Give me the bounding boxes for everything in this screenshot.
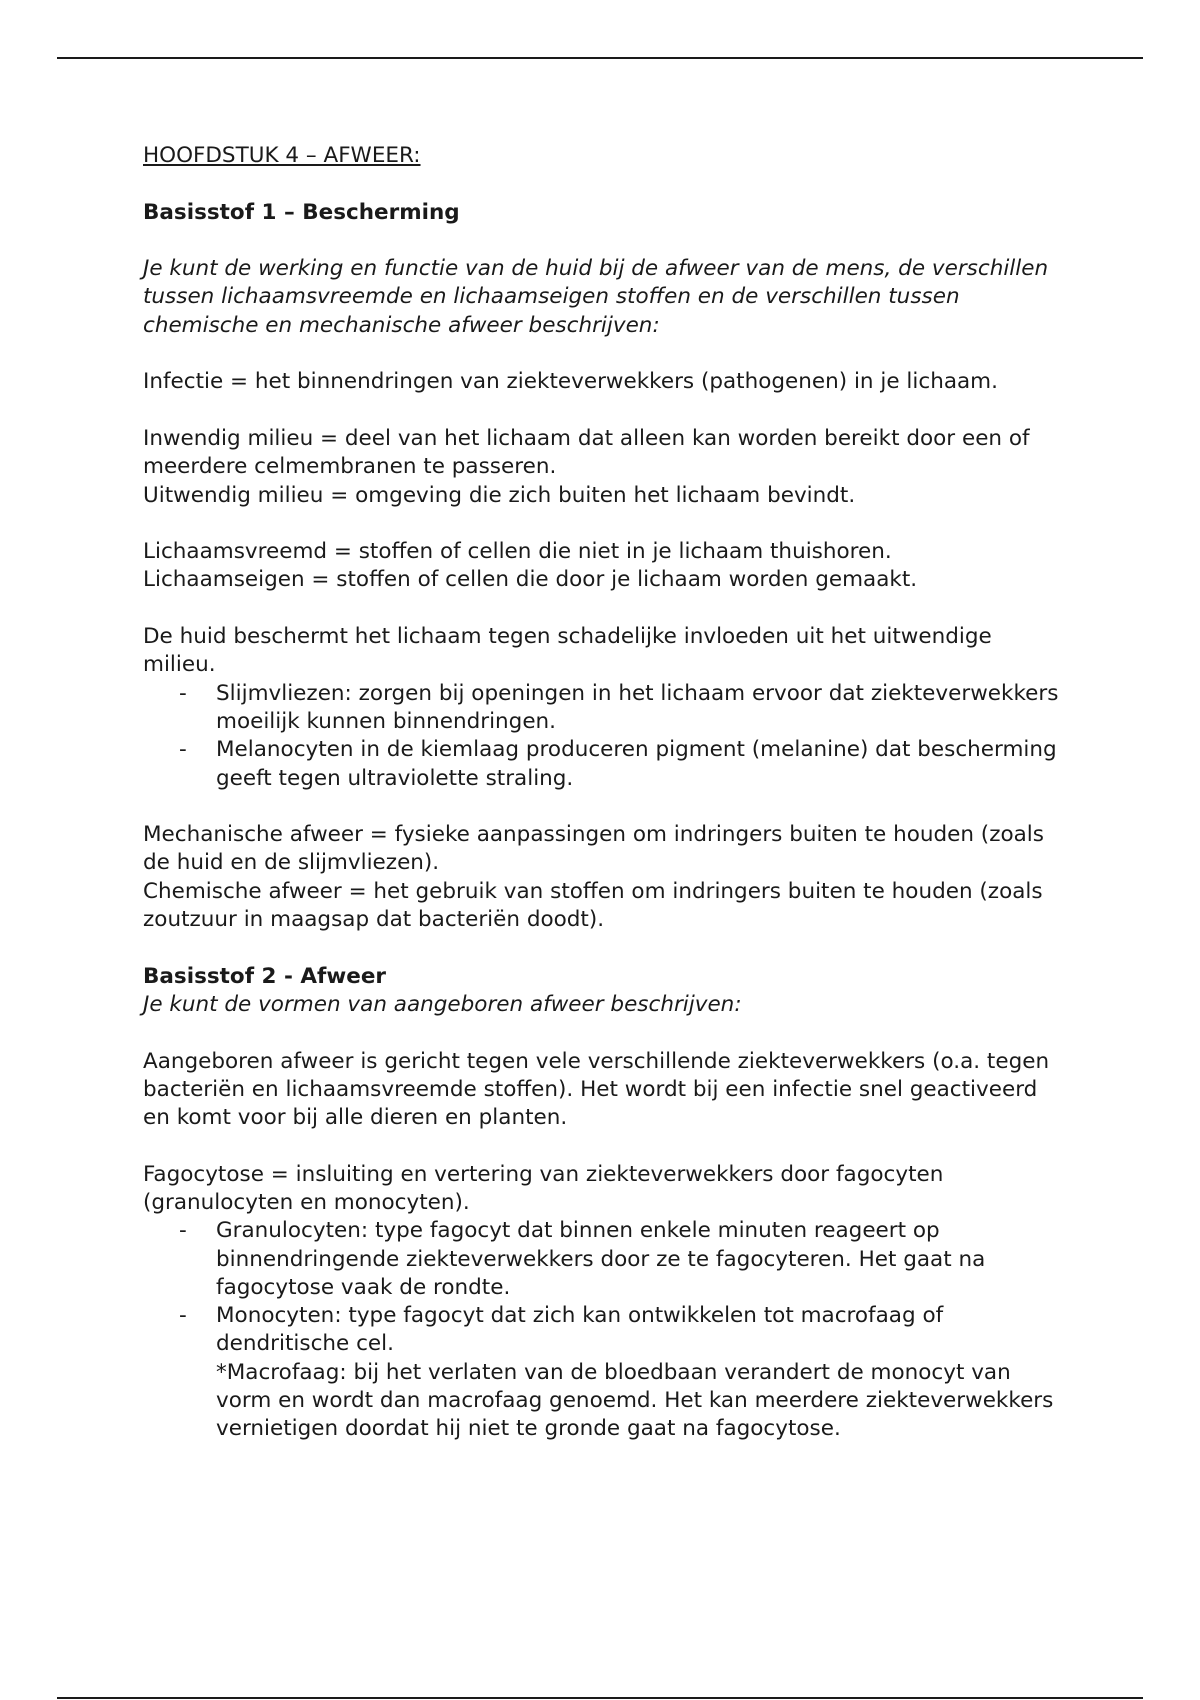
- bullet-list-fagocyten: [143, 1217, 1063, 1443]
- chapter-title: HOOFDSTUK 4 – AFWEER:: [143, 143, 421, 168]
- definition-uitwendig-milieu: Uitwendig milieu = omgeving die zich buiten het lichaam bevindt.: [143, 482, 856, 508]
- footer-rule: [57, 1697, 1143, 1699]
- bullet-marker: -: [179, 737, 187, 763]
- definition-fagocytose: Fagocytose = insluiting en vertering van ziekteverwekkers door fagocyten (granulocyten en monocyten).: [143, 1161, 944, 1215]
- definition-infectie: Infectie = het binnendringen van ziekteverwekkers (pathogenen) in je lichaam.: [143, 369, 998, 395]
- header-rule: [57, 57, 1143, 59]
- list-item-text: Monocyten: type fagocyt dat zich kan ontwikkelen tot macrofaag of dendritische cel.: [216, 1303, 944, 1357]
- definition-mechanische-afweer: Mechanische afweer = fysieke aanpassingen om indringers buiten te houden (zoals de huid en de slijmvliezen).: [143, 822, 1044, 876]
- bullet-marker: -: [179, 1218, 187, 1244]
- section-title-basisstof-1: Basisstof 1 – Bescherming: [143, 199, 460, 225]
- list-item: [143, 1217, 1063, 1302]
- macrofaag-note: *Macrofaag: bij het verlaten van de bloedbaan verandert de monocyt van vorm en wordt dan macrofaag genoemd. Het kan meerdere ziekteverwekkers vernietigen doordat hij niet te gronde gaat na fagocytose.: [216, 1359, 1054, 1442]
- definition-inwendig-milieu: Inwendig milieu = deel van het lichaam dat alleen kan worden bereikt door een of meerdere celmembranen te passeren.: [143, 425, 1030, 480]
- paragraph-aangeboren-afweer: Aangeboren afweer is gericht tegen vele verschillende ziekteverwekkers (o.a. tegen bacteriën en lichaamsvreemde stoffen). Het wordt bij een infectie snel geactiveerd en komt voor bij alle dieren en planten.: [143, 1048, 1050, 1131]
- bullet-marker: -: [179, 1303, 187, 1329]
- bullet-marker: -: [179, 680, 187, 706]
- list-item: [143, 736, 1063, 793]
- learning-objective-1: Je kunt de werking en functie van de huid bij de afweer van de mens, de verschillen tussen lichaamsvreemde en lichaamseigen stoffen en de verschillen tussen chemische en mechanische afweer beschrijven:: [143, 256, 1049, 338]
- list-item-text: Slijmvliezen: zorgen bij openingen in het lichaam ervoor dat ziekteverwekkers moeilijk kunnen binnendringen.: [216, 680, 1059, 734]
- section-title-basisstof-2: Basisstof 2 - Afweer: [143, 963, 387, 989]
- document-body: [143, 142, 1063, 1444]
- learning-objective-2: Je kunt de vormen van aangeboren afweer beschrijven:: [143, 991, 742, 1017]
- list-item-text: Melanocyten in de kiemlaag produceren pigment (melanine) dat bescherming geeft tegen ultraviolette straling.: [216, 737, 1057, 791]
- definition-chemische-afweer: Chemische afweer = het gebruik van stoffen om indringers buiten te houden (zoals zoutzuur in maagsap dat bacteriën doodt).: [143, 878, 1043, 933]
- bullet-list-huid: [143, 680, 1063, 793]
- paragraph-huid: De huid beschermt het lichaam tegen schadelijke invloeden uit het uitwendige milieu.: [143, 624, 992, 678]
- list-item-text: Granulocyten: type fagocyt dat binnen enkele minuten reageert op binnendringende ziekteverwekkers door ze te fagocyteren. Het gaat na fagocytose vaak de rondte.: [216, 1218, 986, 1300]
- list-item: [143, 680, 1063, 737]
- definition-lichaamsvreemd: Lichaamsvreemd = stoffen of cellen die niet in je lichaam thuishoren.: [143, 539, 892, 565]
- list-item: [143, 1302, 1063, 1443]
- definition-lichaamseigen: Lichaamseigen = stoffen of cellen die door je lichaam worden gemaakt.: [143, 567, 918, 593]
